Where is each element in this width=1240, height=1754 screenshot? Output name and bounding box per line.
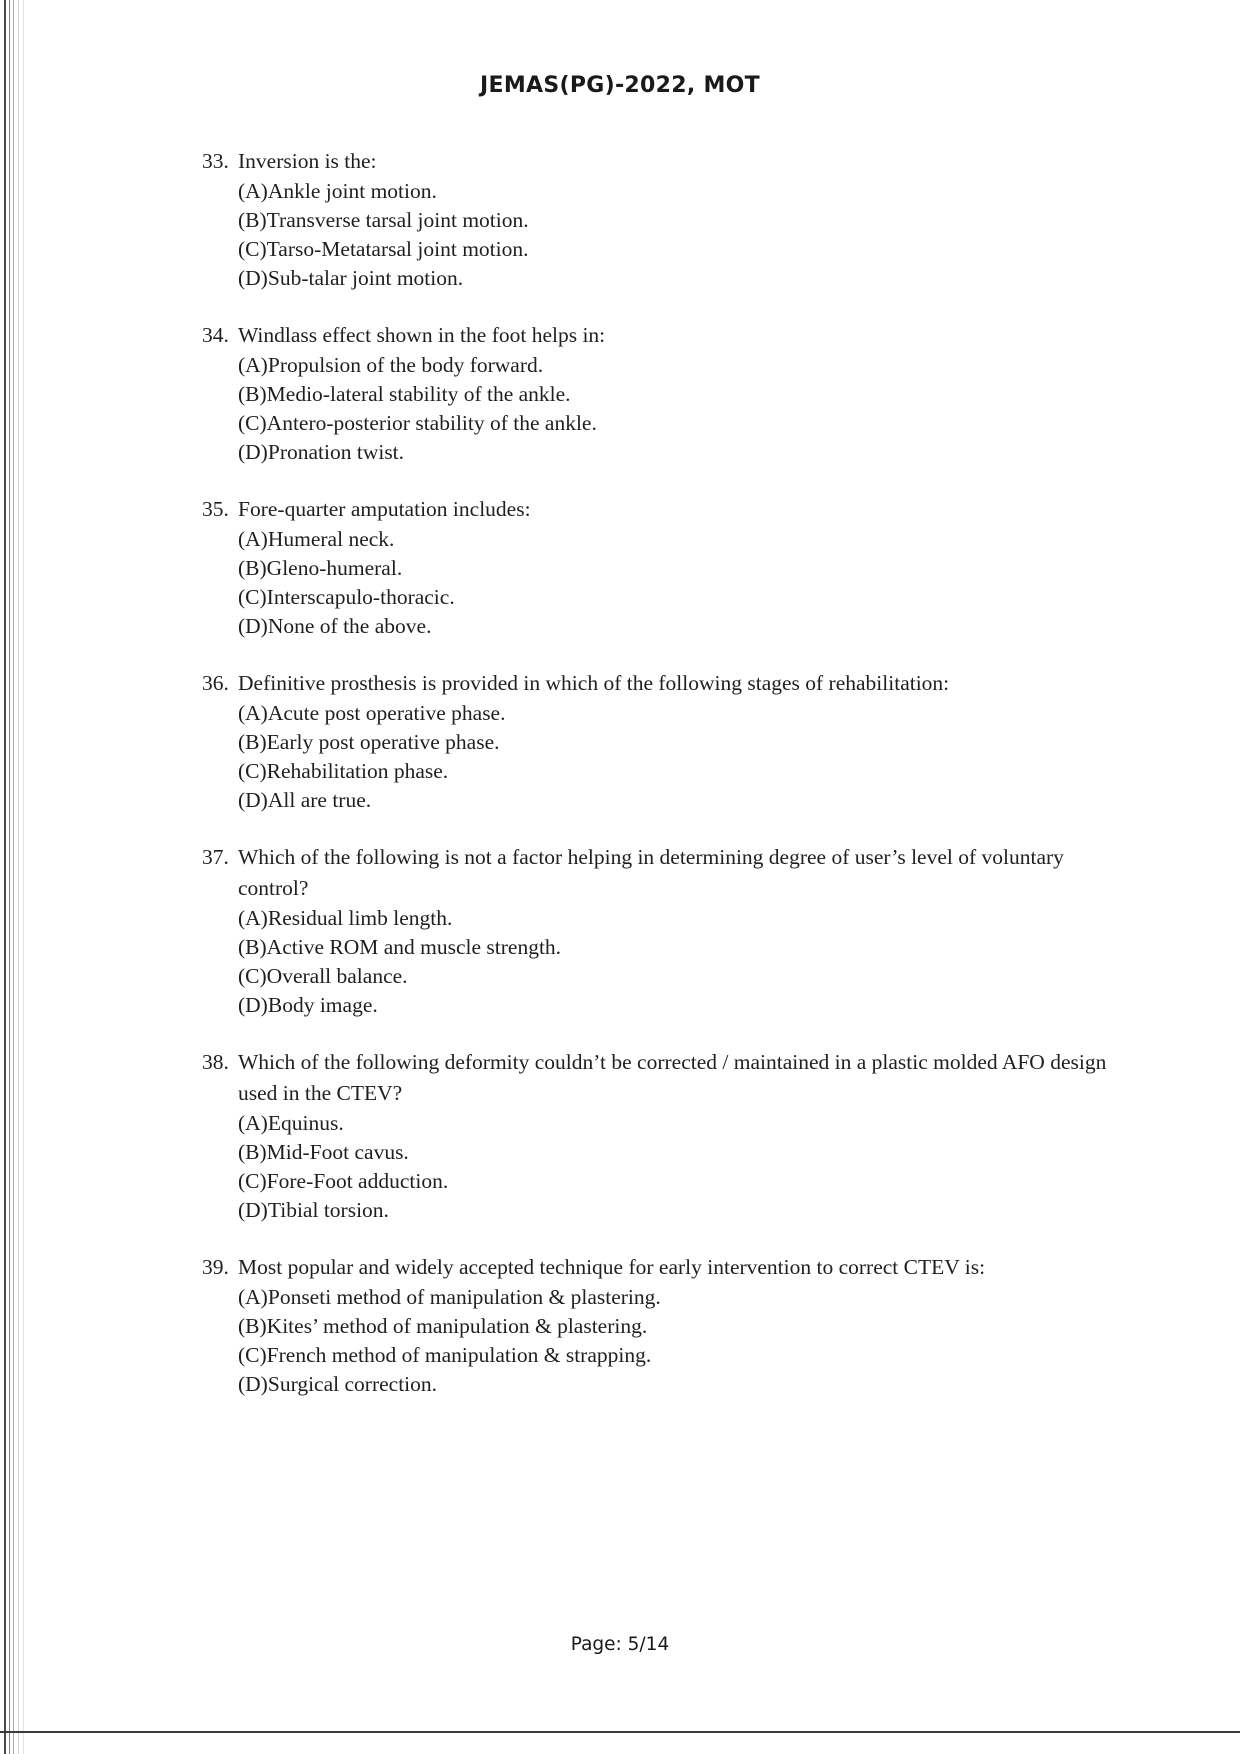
option-text: None of the above.: [267, 614, 432, 638]
option-text: Residual limb length.: [267, 906, 453, 930]
option-label: (C): [238, 964, 267, 988]
question-34: [202, 320, 1122, 467]
option-d: [238, 1196, 1122, 1225]
option-label: (C): [238, 237, 267, 261]
option-text: Active ROM and muscle strength.: [266, 935, 562, 959]
option-c: [238, 1167, 1122, 1196]
option-text: Propulsion of the body forward.: [267, 353, 544, 377]
option-label: (B): [238, 208, 267, 232]
question-number: 37.: [202, 845, 229, 869]
option-a: [238, 525, 1122, 554]
option-d: [238, 1370, 1122, 1399]
question-35: [202, 494, 1122, 641]
option-text: Overall balance.: [266, 964, 408, 988]
option-label: (C): [238, 1343, 267, 1367]
option-text: Gleno-humeral.: [266, 556, 403, 580]
question-number: 36.: [202, 671, 229, 695]
question-37: [202, 842, 1122, 1020]
option-label: (A): [238, 701, 268, 725]
option-label: (A): [238, 1285, 268, 1309]
option-c: [238, 409, 1122, 438]
option-a: [238, 699, 1122, 728]
option-label: (C): [238, 411, 267, 435]
option-label: (B): [238, 1314, 267, 1338]
option-label: (A): [238, 1111, 268, 1135]
option-list: [238, 1283, 1122, 1399]
option-label: (D): [238, 1372, 268, 1396]
question-list: [202, 146, 1122, 1426]
question-text: Inversion is the:: [238, 149, 377, 173]
question-number: 35.: [202, 497, 229, 521]
option-c: [238, 757, 1122, 786]
option-text: Interscapulo-thoracic.: [266, 585, 455, 609]
option-d: [238, 786, 1122, 815]
question-text: Most popular and widely accepted technique for early intervention to correct CTEV is:: [238, 1255, 986, 1279]
question-text: Definitive prosthesis is provided in which of the following stages of rehabilitation:: [238, 671, 950, 695]
option-a: [238, 351, 1122, 380]
option-text: Medio-lateral stability of the ankle.: [266, 382, 571, 406]
question-stem: [202, 320, 1122, 351]
option-label: (C): [238, 759, 267, 783]
option-d: [238, 264, 1122, 293]
option-list: [238, 699, 1122, 815]
option-text: Rehabilitation phase.: [266, 759, 449, 783]
option-label: (B): [238, 556, 267, 580]
question-stem: [202, 1047, 1122, 1109]
option-text: All are true.: [267, 788, 372, 812]
option-label: (B): [238, 935, 267, 959]
option-a: [238, 177, 1122, 206]
option-d: [238, 612, 1122, 641]
question-number: 34.: [202, 323, 229, 347]
question-stem: [202, 494, 1122, 525]
option-text: Early post operative phase.: [266, 730, 500, 754]
option-label: (B): [238, 730, 267, 754]
option-label: (D): [238, 788, 268, 812]
question-text: Which of the following deformity couldn’t be corrected / maintained in a plastic molded AFO design used in the CTEV?: [238, 1050, 1107, 1105]
option-b: [238, 380, 1122, 409]
option-c: [238, 583, 1122, 612]
option-text: Kites’ method of manipulation & plastering.: [266, 1314, 648, 1338]
bottom-border-line: [0, 1731, 1240, 1733]
question-number: 39.: [202, 1255, 229, 1279]
question-number: 38.: [202, 1050, 229, 1074]
scan-binding-edge: [0, 0, 30, 1754]
option-list: [238, 177, 1122, 293]
option-label: (A): [238, 179, 268, 203]
option-d: [238, 991, 1122, 1020]
option-text: Transverse tarsal joint motion.: [266, 208, 529, 232]
option-label: (D): [238, 440, 268, 464]
option-label: (C): [238, 585, 267, 609]
option-text: Acute post operative phase.: [267, 701, 506, 725]
option-b: [238, 1138, 1122, 1167]
question-stem: [202, 842, 1122, 904]
option-text: Equinus.: [267, 1111, 344, 1135]
option-label: (C): [238, 1169, 267, 1193]
page-header-title: JEMAS(PG)-2022, MOT: [480, 73, 760, 98]
question-text: Windlass effect shown in the foot helps in:: [238, 323, 606, 347]
option-a: [238, 904, 1122, 933]
option-text: Humeral neck.: [267, 527, 395, 551]
option-text: Surgical correction.: [267, 1372, 438, 1396]
option-b: [238, 206, 1122, 235]
option-list: [238, 525, 1122, 641]
option-text: Sub-talar joint motion.: [267, 266, 464, 290]
option-label: (B): [238, 382, 267, 406]
question-38: [202, 1047, 1122, 1225]
question-number: 33.: [202, 149, 229, 173]
question-stem: [202, 668, 1122, 699]
option-b: [238, 728, 1122, 757]
option-list: [238, 351, 1122, 467]
question-stem: [202, 1252, 1122, 1283]
page-number: Page: 5/14: [570, 1634, 670, 1655]
option-text: Body image.: [267, 993, 378, 1017]
option-text: Mid-Foot cavus.: [266, 1140, 409, 1164]
option-a: [238, 1283, 1122, 1312]
option-text: Tarso-Metatarsal joint motion.: [266, 237, 529, 261]
option-text: Ankle joint motion.: [267, 179, 437, 203]
option-list: [238, 1109, 1122, 1225]
option-text: French method of manipulation & strapping.: [266, 1343, 652, 1367]
option-label: (A): [238, 906, 268, 930]
option-text: Pronation twist.: [267, 440, 405, 464]
option-b: [238, 1312, 1122, 1341]
option-label: (D): [238, 1198, 268, 1222]
question-33: [202, 146, 1122, 293]
question-text: Which of the following is not a factor helping in determining degree of user’s level of voluntary control?: [238, 845, 1064, 900]
option-d: [238, 438, 1122, 467]
question-39: [202, 1252, 1122, 1399]
option-c: [238, 235, 1122, 264]
option-text: Tibial torsion.: [267, 1198, 389, 1222]
option-c: [238, 962, 1122, 991]
option-label: (B): [238, 1140, 267, 1164]
option-c: [238, 1341, 1122, 1370]
question-36: [202, 668, 1122, 815]
option-list: [238, 904, 1122, 1020]
option-text: Antero-posterior stability of the ankle.: [266, 411, 597, 435]
option-label: (D): [238, 266, 268, 290]
option-label: (D): [238, 614, 268, 638]
question-stem: [202, 146, 1122, 177]
option-label: (A): [238, 353, 268, 377]
option-a: [238, 1109, 1122, 1138]
option-b: [238, 933, 1122, 962]
option-text: Ponseti method of manipulation & plastering.: [267, 1285, 661, 1309]
question-text: Fore-quarter amputation includes:: [238, 497, 531, 521]
option-b: [238, 554, 1122, 583]
option-text: Fore-Foot adduction.: [266, 1169, 449, 1193]
option-label: (A): [238, 527, 268, 551]
option-label: (D): [238, 993, 268, 1017]
